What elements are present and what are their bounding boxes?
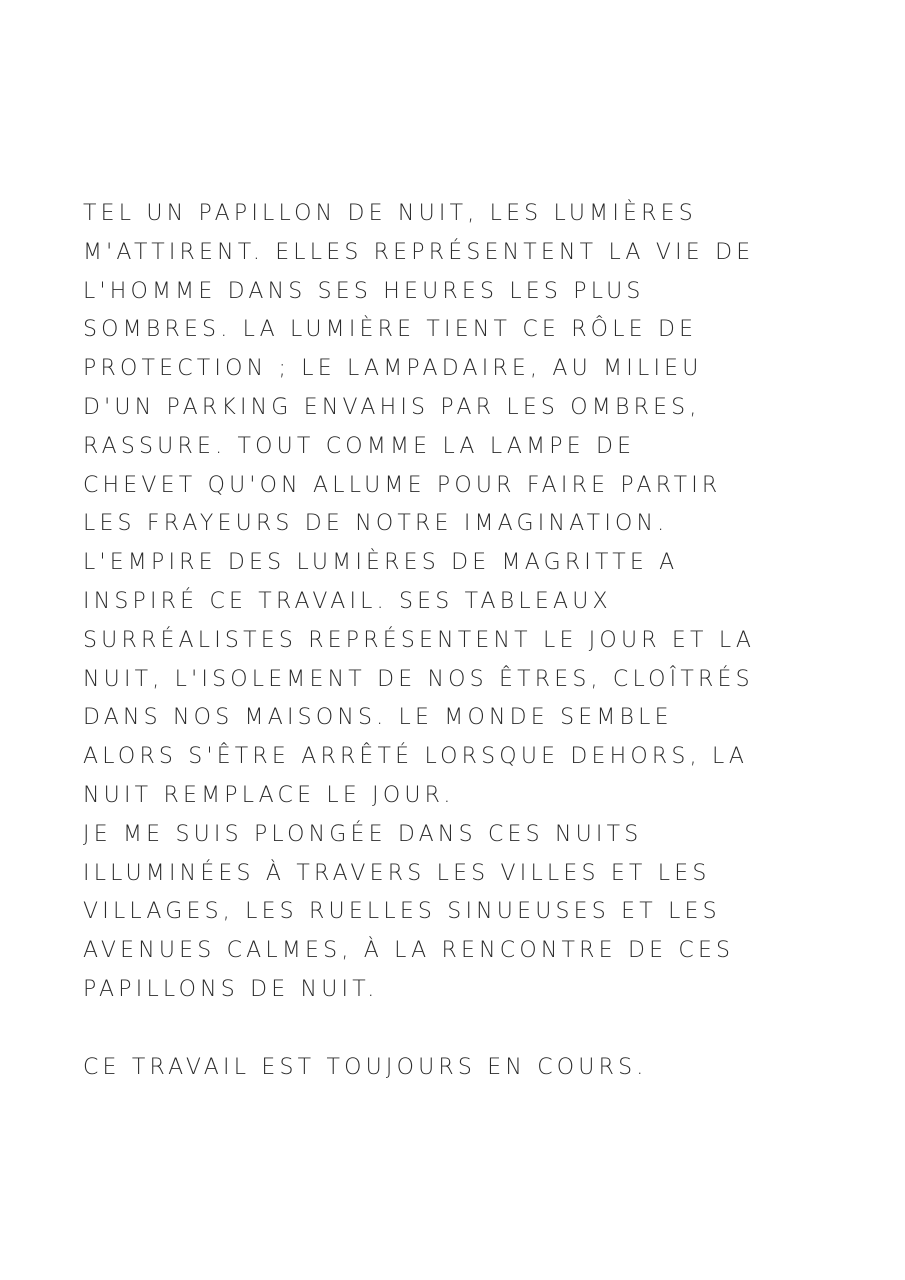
text-line: JE ME SUIS PLONGÉE DANS CES NUITS xyxy=(83,821,643,847)
text-line: ILLUMINÉES À TRAVERS LES VILLES ET LES xyxy=(83,860,711,886)
text-line: PAPILLONS DE NUIT. xyxy=(83,976,379,1002)
text-line: AVENUES CALMES, À LA RENCONTRE DE CES xyxy=(83,938,735,964)
paragraph-spacer xyxy=(83,1010,883,1049)
text-line: DANS NOS MAISONS. LE MONDE SEMBLE xyxy=(83,705,673,731)
text-line: M'ATTIRENT. ELLES REPRÉSENTENT LA VIE DE xyxy=(83,239,755,265)
text-line: L'EMPIRE DES LUMIÈRES DE MAGRITTE A xyxy=(83,550,679,576)
text-line: ALORS S'ÊTRE ARRÊTÉ LORSQUE DEHORS, LA xyxy=(83,744,749,770)
text-line: SURRÉALISTES REPRÉSENTENT LE JOUR ET LA xyxy=(83,627,756,653)
text-line: VILLAGES, LES RUELLES SINUEUSES ET LES xyxy=(83,899,721,925)
text-line: NUIT, L'ISOLEMENT DE NOS ÊTRES, CLOÎTRÉS xyxy=(83,666,754,692)
text-line: LES FRAYEURS DE NOTRE IMAGINATION. xyxy=(83,511,669,537)
closing-line: CE TRAVAIL EST TOUJOURS EN COURS. xyxy=(83,1054,648,1080)
text-line: CHEVET QU'ON ALLUME POUR FAIRE PARTIR xyxy=(83,472,722,498)
paragraph-1 xyxy=(83,195,883,816)
text-line: NUIT REMPLACE LE JOUR. xyxy=(83,782,455,808)
paragraph-2 xyxy=(83,816,883,1010)
text-line: RASSURE. TOUT COMME LA LAMPE DE xyxy=(83,433,636,459)
text-line: TEL UN PAPILLON DE NUIT, LES LUMIÈRES xyxy=(83,201,697,226)
text-line: INSPIRÉ CE TRAVAIL. SES TABLEAUX xyxy=(83,588,612,614)
text-line: D'UN PARKING ENVAHIS PAR LES OMBRES, xyxy=(83,394,701,420)
text-line: L'HOMME DANS SES HEURES LES PLUS xyxy=(83,278,645,304)
text-line: SOMBRES. LA LUMIÈRE TIENT CE RÔLE DE xyxy=(83,317,698,343)
text-line: PROTECTION ; LE LAMPADAIRE, AU MILIEU xyxy=(83,356,703,382)
statement-text xyxy=(83,195,883,1087)
